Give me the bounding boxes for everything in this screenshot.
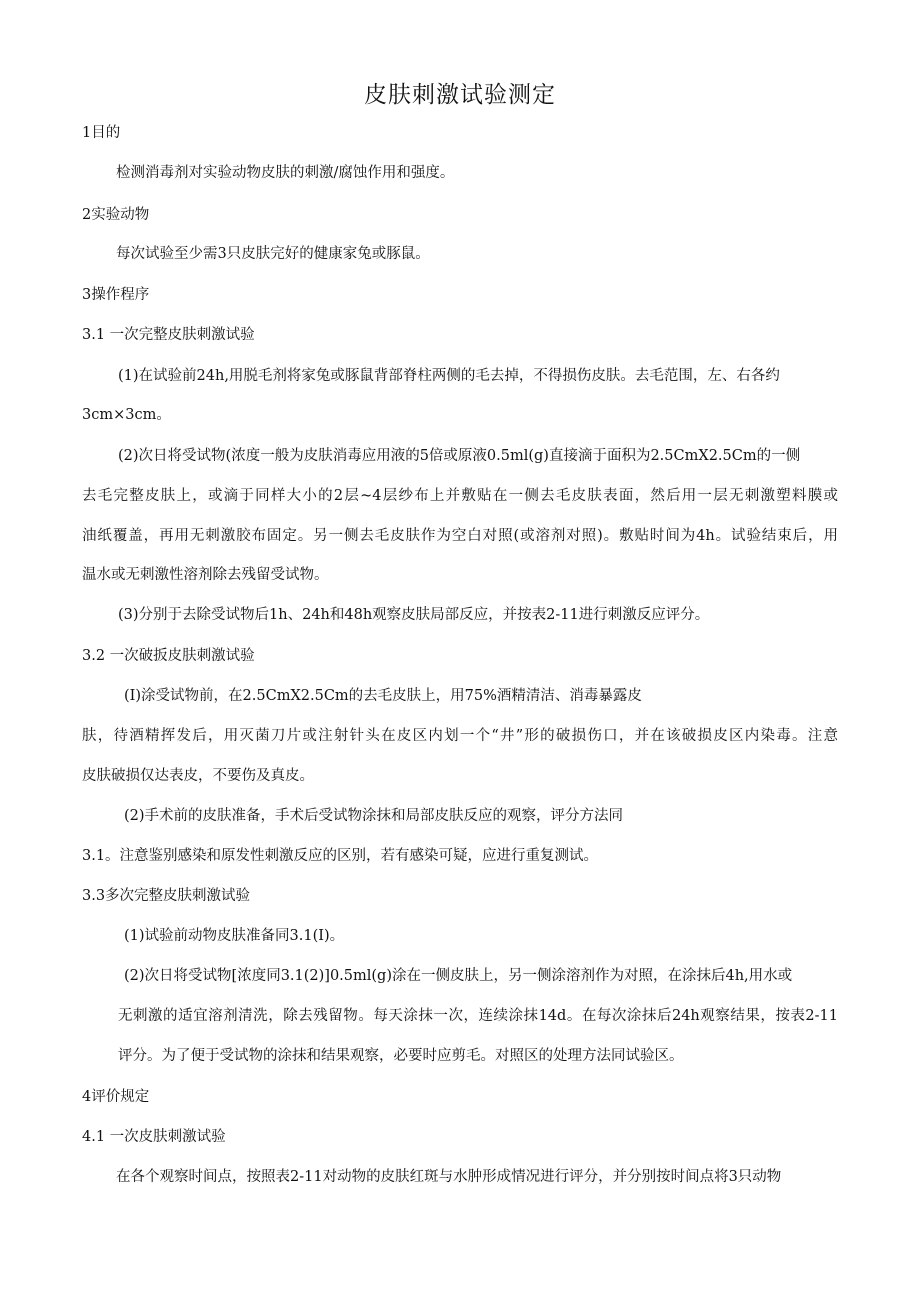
paragraph-line: 评分。为了便于受试物的涂抹和结果观察，必要时应剪毛。对照区的处理方法同试验区。 [118,1048,684,1064]
paragraph-line: (2)手术前的皮肤准备，手术后受试物涂抹和局部皮肤反应的观察，评分方法同 [124,808,624,824]
subsection-heading: 3.3多次完整皮肤刺激试验 [82,888,251,904]
paragraph-line: (1)试验前动物皮肤准备同3.1(I)。 [124,928,345,944]
paragraph-line: 检测消毒剂对实验动物皮肤的刺激/腐蚀作用和强度。 [116,165,455,181]
document-title: 皮肤刺激试验测定 [364,82,556,108]
section-heading: 1目的 [82,125,121,141]
section-heading: 3操作程序 [82,287,150,303]
paragraph-line: 3.1。注意鉴别感染和原发性刺激反应的区别，若有感染可疑，应进行重复测试。 [82,848,599,864]
subsection-heading: 3.2 一次破扳皮肤刺激试验 [82,648,255,664]
section-heading: 4评价规定 [82,1089,150,1105]
subsection-heading: 3.1 一次完整皮肤刺激试验 [82,327,255,343]
section-heading: 2实验动物 [82,207,150,223]
paragraph-line: (I)涂受试物前，在2.5CmX2.5Cm的去毛皮肤上，用75%酒精清洁、消毒暴露皮 [124,688,642,704]
paragraph-line: 油纸覆盖，再用无刺激胶布固定。另一侧去毛皮肤作为空白对照(或溶剂对照)。敷贴时间为4h。试验结束后，用 [82,528,838,544]
paragraph-line: 温水或无刺激性溶剂除去残留受试物。 [82,567,329,583]
paragraph-line: 3cm×3cm。 [82,407,171,423]
paragraph-line: (2)次日将受试物[浓度同3.1(2)]0.5ml(g)涂在一侧皮肤上，另一侧涂溶剂作为对照，在涂抹后4h,用水或 [124,968,793,984]
paragraph-line: 皮肤破损仅达表皮，不要伤及真皮。 [82,768,314,784]
paragraph-line: 去毛完整皮肤上，或滴于同样大小的2层~4层纱布上并敷贴在一侧去毛皮肤表面，然后用一层无刺激塑料膜或 [82,488,838,504]
paragraph-line: 在各个观察时间点，按照表2-11对动物的皮肤红斑与水肿形成情况进行评分，并分别按时间点将3只动物 [116,1169,782,1185]
paragraph-line: 无刺激的适宜溶剂清洗，除去残留物。每天涂抹一次，连续涂抹14d。在每次涂抹后24h观察结果，按表2-11 [118,1008,838,1024]
paragraph-line: 每次试验至少需3只皮肤完好的健康家兔或豚鼠。 [116,246,430,262]
paragraph-line: (1)在试验前24h,用脱毛剂将家兔或豚鼠背部脊柱两侧的毛去掉，不得损伤皮肤。去毛范围，左、右各约 [118,368,780,384]
paragraph-line: (3)分别于去除受试物后1h、24h和48h观察皮肤局部反应，并按表2-11进行刺激反应评分。 [118,607,710,623]
paragraph-line: 肤，待酒精挥发后，用灭菌刀片或注射针头在皮区内划一个“井”形的破损伤口，并在该破损皮区内染毒。注意 [82,728,838,744]
paragraph-line: (2)次日将受试物(浓度一般为皮肤消毒应用液的5倍或原液0.5ml(g)直接滴于面积为2.5CmX2.5Cm的一侧 [118,448,801,464]
subsection-heading: 4.1 一次皮肤刺激试验 [82,1129,226,1145]
